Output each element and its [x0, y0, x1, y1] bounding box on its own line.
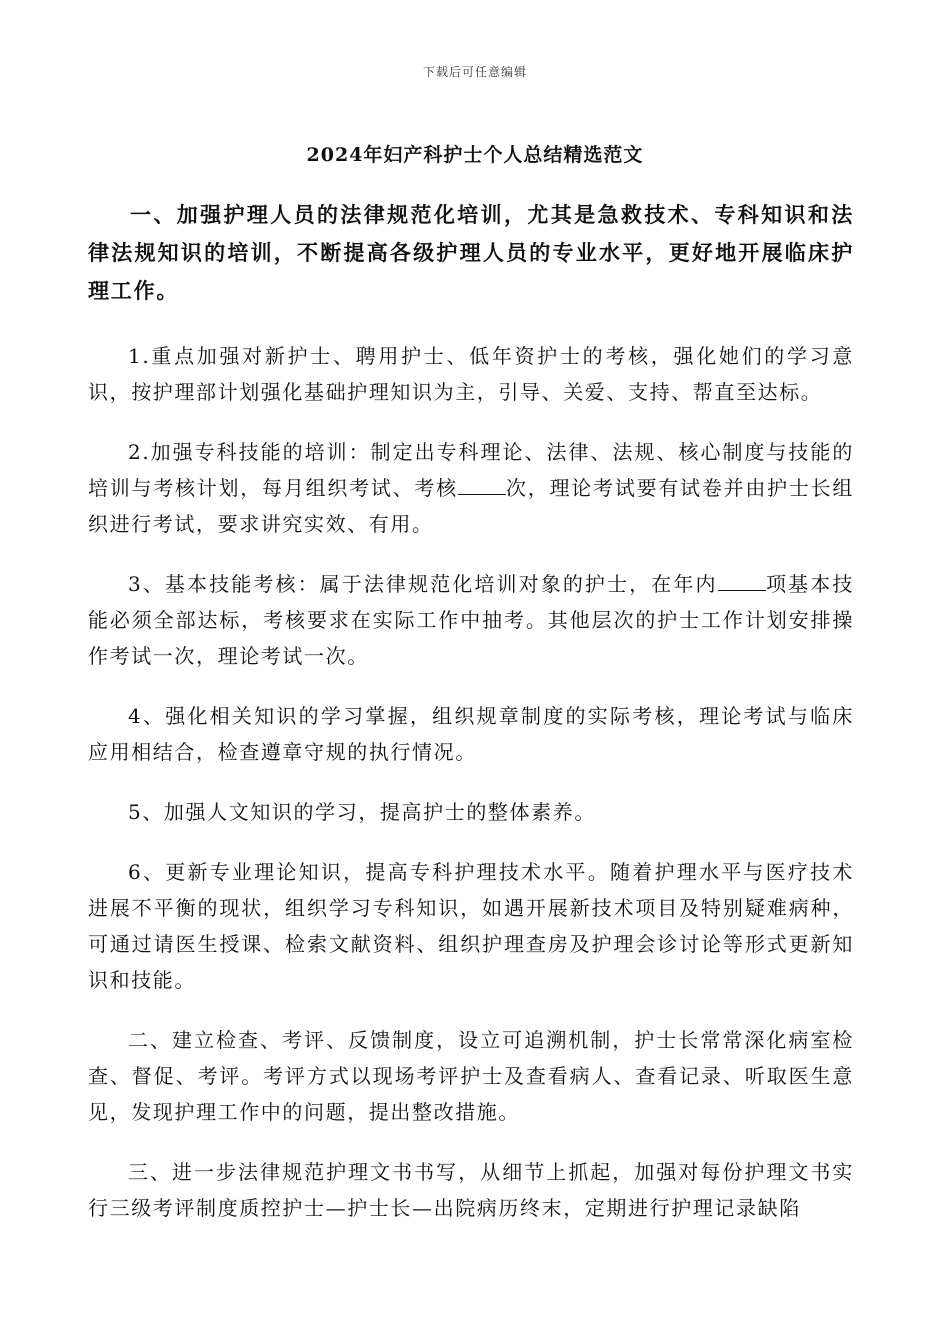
header-note: 下载后可任意编辑 [422, 65, 527, 79]
paragraph-2 [88, 434, 854, 542]
paragraph-3 [88, 566, 854, 674]
paragraph-2-part-a: 2.加强专科技能的培训：制定出专科理论、法律、法规、核心制度与技能的培训与考核计划，每月组织考试、考核 [88, 440, 854, 500]
fill-blank [718, 570, 766, 591]
section1-heading: 一、加强护理人员的法律规范化培训，尤其是急救技术、专科知识和法律法规知识的培训，不断提高各级护理人员的专业水平，更好地开展临床护理工作。 [88, 202, 854, 303]
section2-paragraph: 二、建立检查、考评、反馈制度，设立可追溯机制，护士长常常深化病室检查、督促、考评。考评方式以现场考评护士及查看病人、查看记录、听取医生意见，发现护理工作中的问题，提出整改措施。 [88, 1028, 854, 1124]
fill-blank [458, 474, 506, 495]
document-title: 2024年妇产科护士个人总结精选范文 [306, 144, 644, 166]
paragraph-3-part-a: 3、基本技能考核：属于法律规范化培训对象的护士，在年内 [128, 572, 718, 596]
paragraph-4: 4、强化相关知识的学习掌握，组织规章制度的实际考核，理论考试与临床应用相结合，检查遵章守规的执行情况。 [88, 704, 854, 764]
paragraph-3-part-b: 项基本技能必须全部达标，考核要求在实际工作中抽考。其他层次的护士工作计划安排操作考试一次，理论考试一次。 [88, 572, 854, 668]
paragraph-5: 5、加强人文知识的学习，提高护士的整体素养。 [128, 800, 596, 824]
paragraph-1: 1.重点加强对新护士、聘用护士、低年资护士的考核，强化她们的学习意识，按护理部计划强化基础护理知识为主，引导、关爱、支持、帮直至达标。 [88, 344, 854, 404]
paragraph-2-part-b: 次，理论考试要有试卷并由护士长组织进行考试，要求讲究实效、有用。 [88, 476, 854, 536]
paragraph-6: 6、更新专业理论知识，提高专科护理技术水平。随着护理水平与医疗技术进展不平衡的现状，组织学习专科知识，如遇开展新技术项目及特别疑难病种，可通过请医生授课、检索文献资料、组织护理查房及护理会诊讨论等形式更新知识和技能。 [88, 860, 854, 992]
section3-paragraph: 三、进一步法律规范护理文书书写，从细节上抓起，加强对每份护理文书实行三级考评制度质控护士—护士长—出院病历终末，定期进行护理记录缺陷 [88, 1160, 854, 1220]
document-body [88, 196, 854, 1226]
